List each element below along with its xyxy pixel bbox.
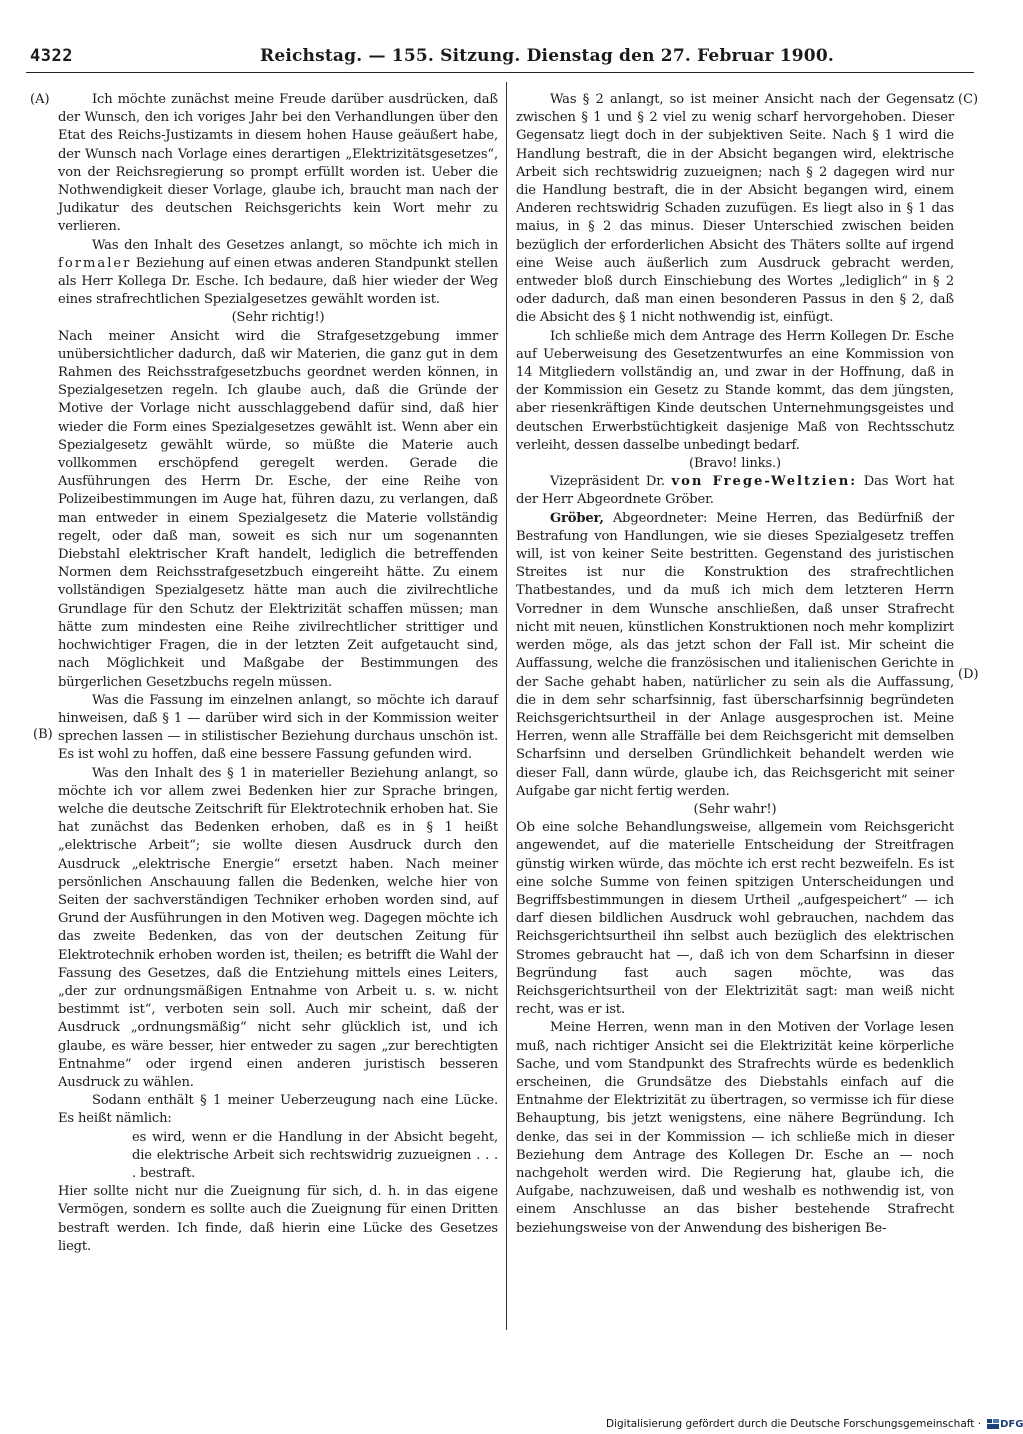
page-header [24,40,834,70]
interjection: (Sehr richtig!) [231,310,325,326]
paragraph: Ich schließe mich dem Antrage des Herrn Kollegen Dr. Esche auf Ueberweisung des Gesetzentwurfes an eine Kommission von 14 Mitgliedern vollständig an, und zwar in der Hoffnung, daß in der Kommission ein Gesetz zu Stande kommt, das dem jüngsten, aber riesenkräftigen Kinde deutschen Unternehmungsgeistes und deutschen Erwerbstüchtigkeit dasjenige Maß von Rechtsschutz verleiht, dessen dasselbe unbedingt bedarf. [516,328,954,453]
block-quote: es wird, wenn er die Handlung in der Absicht begeht, die elektrische Arbeit sich rechtswidrig zuzueignen . . . . bestraft. [132,1129,498,1181]
digitization-footer [606,1418,1023,1430]
right-column [516,91,954,1238]
paragraph-text: Das Wort hat der Herr Abgeordnete Gröber. [516,474,954,508]
paragraph: Ob eine solche Behandlungsweise, allgemein vom Reichsgericht angewendet, auf die materielle Entscheidung der Streitfragen günstig wirken würde, das möchte ich erst recht bezweifeln. Es ist eine solche Summe von feinen spitzigen Unterscheidungen und Begriffsbestimmungen in diesem Urtheil „aufgespeichert“ — ich darf diesen bildlichen Ausdruck wohl gebrauchen, nachdem das Reichsgerichtsurtheil ihn selbst auch bezüglich des elektrischen Stromes gebraucht hat —, daß ich von dem Scharfsinn in dieser Begründung fast auch sagen möchte, was das Reichsgerichtsurtheil von der Elektrizität sagt: man weiß nicht recht, was er ist. [516,820,954,1018]
spaced-emphasis: formaler [58,255,132,271]
paragraph: Was den Inhalt des § 1 in materieller Beziehung anlangt, so möchte ich vor allem zwei Bedenken hier zur Sprache bringen, welche die deutsche Zeitschrift für Elektrotechnik erhoben hat. Sie hat zunächst das Bedenken erhoben, daß es in § 1 heißt „elektrische Arbeit“; sie wollte diesen Ausdruck durch den Ausdruck „elektrische Energie“ ersetzt haben. Nach meiner persönlichen Anschauung fallen die Bedenken, welche hier von Seiten der sachverständigen Techniker erhoben worden sind, auf Grund der Ausführungen in den Motiven weg. Dagegen möchte ich das zweite Bedenken, das von der deutschen Zeitung für Elektrotechnik erhoben worden ist, theilen; es betrifft die Wahl der Fassung des Gesetzes, daß die Entziehung mittels eines Leiters, „der zur ordnungsmäßigen Entnahme von Arbeit u. s. w. nicht bestimmt ist“, verboten sein soll. Auch mir scheint, daß der Ausdruck „ordnungsmäßig“ nicht sehr glücklich ist, und ich glaube, es wäre besser, hier entweder zu sagen „zur berechtigten Entnahme“ oder irgend einen anderen juristisch besseren Ausdruck zu wählen. [58,765,498,1090]
left-column [58,91,498,1256]
header-rule [26,72,974,73]
paragraph: Was die Fassung im einzelnen anlangt, so möchte ich darauf hinweisen, daß § 1 — darüber wird sich in der Kommission weiter sprechen lassen — in stilistischer Beziehung durchaus unschön ist. Es ist wohl zu hoffen, daß eine bessere Fassung gefunden wird. [58,692,498,763]
margin-marker-a: (A) [30,92,50,107]
margin-marker-b: (B) [33,727,53,742]
paragraph-text: Was den Inhalt des Gesetzes anlangt, so möchte ich mich in [92,237,498,253]
paragraph [516,510,954,801]
margin-marker-d: (D) [958,667,979,682]
paragraph: Ich möchte zunächst meine Freude darüber ausdrücken, daß der Wunsch, den ich voriges Jahr bei den Verhandlungen über den Etat des Reichs-Justizamts in diesem hohen Hause geäußert habe, der Wunsch nach Vorlage eines derartigen „Elektrizitätsgesetzes“, von der Reichsregierung so prompt erfüllt worden ist. Ueber die Nothwendigkeit dieser Vorlage, glaube ich, braucht man nach der Judikatur des deutschen Reichsgerichts kein Wort mehr zu verlieren. [58,92,498,235]
footer-credit: Digitalisierung gefördert durch die Deutsche Forschungsgemeinschaft · [606,1418,982,1430]
column-divider [506,82,507,1330]
speaker-name: Gröber, [550,510,604,526]
paragraph: Nach meiner Ansicht wird die Strafgesetzgebung immer unübersichtlicher dadurch, daß wir Materien, die ganz gut in dem Rahmen des Reichsstrafgesetzbuchs geordnet werden können, in Spezialgesetzen regeln. Ich glaube auch, daß die Gründe der Motive der Vorlage nicht ausschlaggebend dafür sind, daß hier wieder die Form eines Spezialgesetzes gewählt ist. Wenn aber ein Spezialgesetz gewählt würde, so müßte die Materie auch vollkommen erschöpfend geregelt werden. Gerade die Ausführungen des Herrn Dr. Esche, der eine Reihe von Polizeibestimmungen im Auge hat, führen dazu, zu verlangen, daß man entweder in einem Spezialgesetz die Materie vollständig regelt, oder daß man, soweit es sich nur um sogenannten Diebstahl elektrischer Kraft handelt, lediglich die betreffenden Normen dem Reichsstrafgesetzbuch eingereiht hätte. Zu einem vollständigen Spezialgesetz hätte man auch die zivilrechtliche Grundlage für den Schutz der Elektrizität schaffen müssen; man hätte zum mindesten eine Reihe zivilrechtlicher strittiger und hochwichtiger Fragen, die in der letzten Zeit aufgetaucht sind, nach Möglichkeit und Maßgabe der Bestimmungen des bürgerlichen Gesetzbuchs regeln müssen. [58,328,498,690]
paragraph: Hier sollte nicht nur die Zueignung für sich, d. h. in das eigene Vermögen, sondern es sollte auch die Zueignung für einen Dritten bestraft werden. Ich finde, daß hierin eine Lücke des Gesetzes liegt. [58,1184,498,1254]
margin-marker-c: (C) [958,92,979,107]
interjection: (Sehr wahr!) [693,801,777,817]
paragraph: Was § 2 anlangt, so ist meiner Ansicht nach der Gegensatz zwischen § 1 und § 2 viel zu wenig scharf hervorgehoben. Dieser Gegensatz liegt doch in der subjektiven Seite. Nach § 1 wird die Handlung bestraft, die in der Absicht begangen wird, elektrische Arbeit sich rechtswidrig zuzueignen; nach § 2 dagegen wird nur die Handlung bestraft, die in der Absicht begangen wird, einem Anderen rechtswidrig Schaden zuzufügen. Es liegt also in § 1 das maius, in § 2 das minus. Dieser Unterschied zwischen beiden bezüglich der erforderlichen Absicht des Thäters sollte auf irgend eine Weise auch äußerlich zum Ausdruck gebracht werden, entweder bloß durch Einschiebung des Wortes „lediglich“ in § 2 oder dadurch, daß man einen besonderen Passus in den § 2, daß die Absicht des § 1 nicht nothwendig ist, einfügt. [516,92,954,326]
paragraph-text: Vizepräsident Dr. [550,474,672,490]
paragraph [58,237,498,310]
paragraph [516,473,954,509]
running-title: Reichstag. — 155. Sitzung. Dienstag den 27. Februar 1900. [260,46,834,66]
dfg-logo-text: DFG [1000,1418,1023,1430]
paragraph: Meine Herren, wenn man in den Motiven der Vorlage lesen muß, nach richtiger Ansicht sei die Elektrizität keine körperliche Sache, und vom Standpunkt des Strafrechts würde es bedenklich erscheinen, die Grundsätze des Diebstahls einfach auf die Entnahme der Elektrizität zu übertragen, so vermisse ich für diese Behauptung, bis jetzt wenigstens, eine nähere Begründung. Ich denke, das sei in der Kommission — ich schließe mich in dieser Beziehung dem Antrage des Kollegen Dr. Esche an — noch nachgeholt werden wird. Die Regierung hat, glaube ich, die Aufgabe, nachzuweisen, daß und weshalb es nothwendig ist, von einem Anschlusse an das bisher bestehende Strafrecht beziehungsweise von der Anwendung des bisherigen Be- [516,1020,954,1236]
paragraph-text: Abgeordneter: Meine Herren, das Bedürfniß der Bestrafung von Handlungen, wie sie dieses Spezialgesetz treffen will, ist von keiner Seite bestritten. Gegenstand des juristischen Streites ist nur die Konstruktion des strafrechtlichen Thatbestandes, und da muß ich mich dem letzteren Herrn Vorredner in dem Wunsche anschließen, daß unser Strafrecht nicht mit neuen, künstlichen Konstruktionen noch mehr komplizirt werden möge, als das jetzt schon der Fall ist. Mir scheint die Auffassung, welche die französischen und italienischen Gerichte in der Sache gehabt haben, natürlicher zu sein als die Auffassung, die in dem sehr scharfsinnig, fast überscharfsinnig begründeten Reichsgerichtsurtheil in der Anlage ausgesprochen ist. Meine Herren, wenn alle Straffälle bei dem Reichsgericht mit demselben Scharfsinn und derselben Gründlichkeit behandelt werden wie dieser Fall, dann würde, glaube ich, das Reichsgericht mit seiner Aufgabe gar nicht fertig werden. [516,510,954,799]
dfg-mark-icon [987,1419,999,1429]
page-number: 4322 [30,46,73,66]
interjection: (Bravo! links.) [689,456,781,472]
dfg-logo [987,1419,1023,1430]
speaker-name: von Frege-Weltzien: [671,474,858,490]
paragraph-text: Beziehung auf einen etwas anderen Standpunkt stellen als Herr Kollega Dr. Esche. Ich bedaure, daß hier wieder der Weg eines strafrechtlichen Spezialgesetzes gewählt worden ist. [58,255,498,308]
paragraph: Sodann enthält § 1 meiner Ueberzeugung nach eine Lücke. Es heißt nämlich: [58,1093,498,1127]
